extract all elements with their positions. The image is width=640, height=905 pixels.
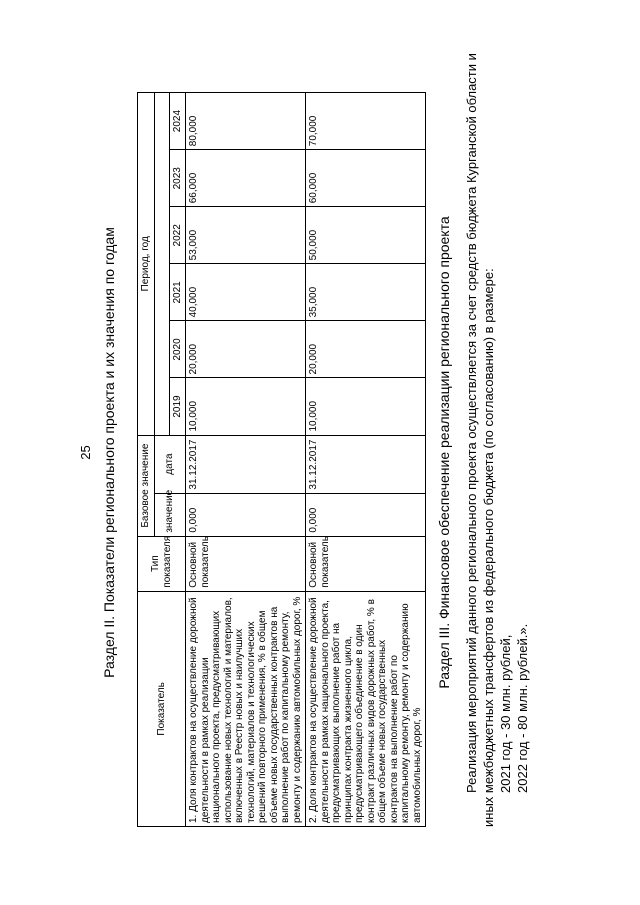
- year-value-cell: 70,000: [306, 93, 426, 150]
- header-year: 2021: [169, 264, 186, 321]
- page-number: 25: [78, 445, 93, 460]
- header-year: 2024: [169, 93, 186, 150]
- year-value-cell: 10,000: [186, 378, 306, 435]
- type-cell: Основной показатель: [186, 536, 306, 591]
- year-value-cell: 80,000: [186, 93, 306, 150]
- base-value-cell: 0,000: [186, 493, 306, 536]
- section-3-title: Раздел III. Финансовое обеспечение реализации регионального проекта: [436, 216, 452, 689]
- header-year: 2022: [169, 207, 186, 264]
- year-value-cell: 35,000: [306, 264, 426, 321]
- financing-line-2021: 2021 год - 30 млн. рублей,: [498, 634, 513, 793]
- section-3-body: [463, 37, 531, 827]
- header-base: Базовое значение: [138, 435, 155, 536]
- year-value-cell: 40,000: [186, 264, 306, 321]
- table-row: [306, 93, 426, 827]
- year-value-cell: 10,000: [306, 378, 426, 435]
- header-period-spacer: [154, 93, 169, 436]
- table-row: [186, 93, 306, 827]
- header-base-value: значение: [154, 493, 186, 536]
- header-indicator: Показатель: [138, 591, 186, 826]
- financing-paragraph: Реализация мероприятий данного регионального проекта осуществляется за счет средств бюджета Курганской области и иных межбюджетных трансфертов из федерального бюджета (по согласованию) в размере:: [464, 53, 496, 827]
- year-value-cell: 20,000: [306, 321, 426, 378]
- year-value-cell: 20,000: [186, 321, 306, 378]
- indicator-cell: 2. Доля контрактов на осуществление дорожной деятельности в рамках национального проекта, предусматривающих выполнение работ на принципах контракта жизненного цикла, предусматривающего объединение в один контракт различных видов дорожных работ, % в общем объеме новых государственных контрактов на выполнение работ по капитальному ремонту, ремонту и содержанию автомобильных дорог, %: [306, 591, 426, 826]
- header-year: 2020: [169, 321, 186, 378]
- year-value-cell: 53,000: [186, 207, 306, 264]
- financing-line-2022: 2022 год - 80 млн. рублей.».: [515, 623, 530, 793]
- header-type: Тип показателя: [138, 536, 186, 591]
- base-date-cell: 31.12.2017: [186, 435, 306, 493]
- base-date-cell: 31.12.2017: [306, 435, 426, 493]
- year-value-cell: 66,000: [186, 150, 306, 207]
- indicators-table: [137, 92, 426, 827]
- header-period: Период, год: [138, 93, 155, 436]
- indicator-cell: 1. Доля контрактов на осуществление дорожной деятельности в рамках реализации национального проекта, предусматривающих использование новых технологий и материалов, включенных в Реестр новых и наилучших технологий, материалов и технологических решений повторного применения, % в общем объеме новых государственных контрактов на выполнение работ по капитальному ремонту, ремонту и содержанию автомобильных дорог, %: [186, 591, 306, 826]
- type-cell: Основной показатель: [306, 536, 426, 591]
- year-value-cell: 50,000: [306, 207, 426, 264]
- header-base-date: дата: [154, 435, 186, 493]
- table-header-row: [138, 93, 155, 827]
- header-year: 2019: [169, 378, 186, 435]
- section-2-title: Раздел II. Показатели регионального проекта и их значения по годам: [101, 227, 117, 678]
- base-value-cell: 0,000: [306, 493, 426, 536]
- year-value-cell: 60,000: [306, 150, 426, 207]
- header-year: 2023: [169, 150, 186, 207]
